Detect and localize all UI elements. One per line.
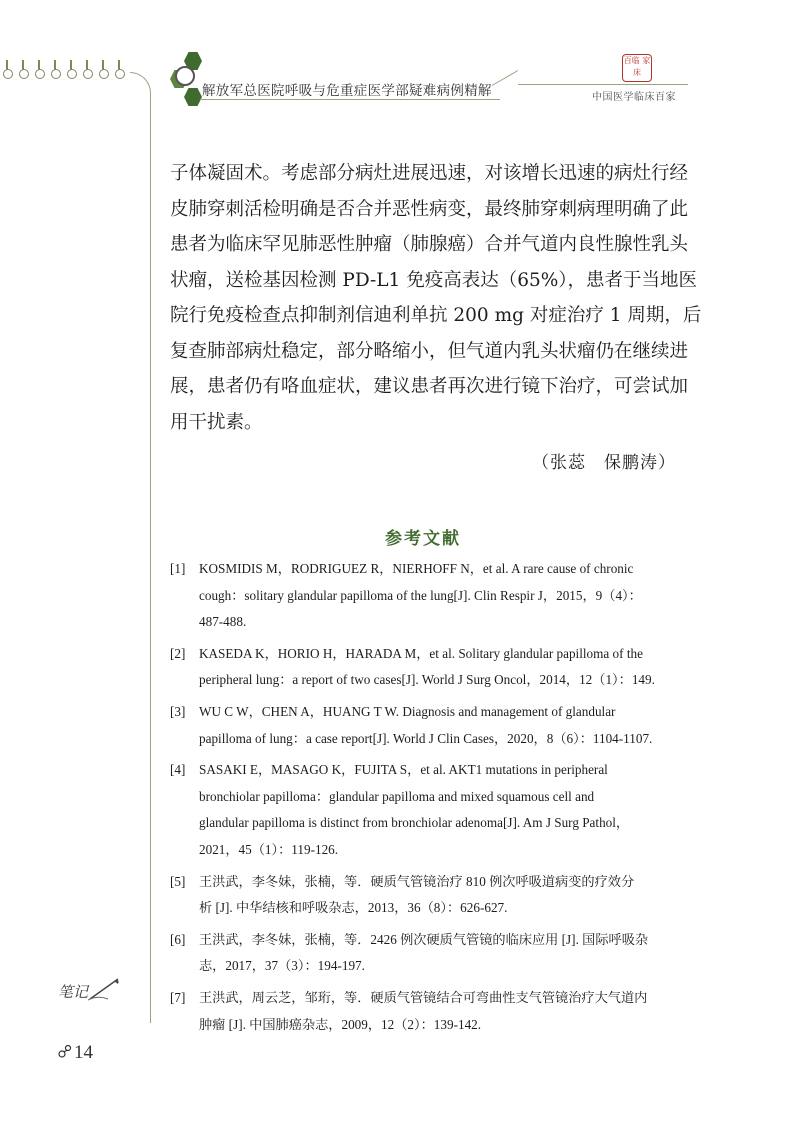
reference-text-line: 2021，45（1）：119-126. bbox=[199, 841, 339, 857]
reference-number: [1] bbox=[170, 561, 186, 576]
reference-text-line: peripheral lung：a report of two cases[J]. World J Surg Oncol，2014，12（1）：149. bbox=[199, 672, 655, 688]
paragraph-line: 展，患者仍有咯血症状，建议患者再次进行镜下治疗，可尝试加 bbox=[170, 376, 689, 397]
reference-item bbox=[170, 985, 676, 1038]
case-discussion-paragraph bbox=[170, 156, 702, 440]
reference-text-line: KOSMIDIS M，RODRIGUEZ R，NIERHOFF N，et al. A rare cause of chronic bbox=[199, 561, 634, 576]
reference-text-line: glandular papilloma is distinct from bronchiolar adenoma[J]. Am J Surg Pathol， bbox=[199, 815, 630, 831]
reference-text-line: cough：solitary glandular papilloma of the lung[J]. Clin Respir J，2015，9（4）： bbox=[199, 587, 642, 603]
paragraph-line: 患者为临床罕见肺恶性肿瘤（肺腺癌）合并气道内良性腺性乳头 bbox=[170, 234, 689, 255]
reference-text-line: 志，2017，37（3）：194-197. bbox=[199, 958, 365, 974]
reference-text-line: WU C W，CHEN A，HUANG T W. Diagnosis and management of glandular bbox=[199, 703, 616, 719]
reference-number: [5] bbox=[170, 873, 186, 889]
paragraph-line: 院行免疫检查点抑制剂信迪利单抗 200 mg 对症治疗 1 周期，后 bbox=[170, 305, 702, 326]
reference-text-line: bronchiolar papilloma：glandular papilloma and mixed squamous cell and bbox=[199, 788, 595, 804]
paragraph-line: 子体凝固术。考虑部分病灶进展迅速，对该增长迅速的病灶行经 bbox=[170, 163, 689, 184]
series-name: 中国医学临床百家 bbox=[592, 92, 676, 103]
header-divider-right bbox=[518, 84, 688, 85]
pen-icon bbox=[88, 977, 122, 1001]
reference-item bbox=[170, 927, 676, 980]
reference-item bbox=[170, 641, 676, 694]
book-title: 解放军总医院呼吸与危重症医学部疑难病例精解 bbox=[202, 83, 492, 99]
reference-text-line: 王洪武，周云芝，邹珩，等．硬质气管镜结合可弯曲性支气管镜治疗大气道内 bbox=[199, 989, 648, 1005]
series-seal-logo bbox=[622, 54, 652, 82]
reference-text-line: SASAKI E，MASAGO K，FUJITA S，et al. AKT1 mutations in peripheral bbox=[199, 762, 608, 778]
reference-number: [6] bbox=[170, 931, 186, 947]
reference-text-line: 王洪武，李冬妹，张楠，等．硬质气管镜治疗 810 例次呼吸道病变的疗效分 bbox=[199, 873, 635, 889]
notes-label: 笔记 bbox=[58, 983, 89, 1001]
page-number-block bbox=[58, 1042, 93, 1064]
references-heading: 参考文献 bbox=[385, 529, 461, 549]
reference-number: [7] bbox=[170, 989, 186, 1005]
reference-number: [4] bbox=[170, 762, 186, 778]
paragraph-line: 皮肺穿刺活检明确是否合并恶性病变，最终肺穿刺病理明确了此 bbox=[170, 198, 689, 220]
page-frame-rule bbox=[130, 72, 151, 1023]
reference-text-line: 肿瘤 [J]. 中国肺癌杂志，2009，12（2）：139-142. bbox=[199, 1016, 482, 1032]
reference-text-line: 析 [J]. 中华结核和呼吸杂志，2013，36（8）：626-627. bbox=[199, 900, 508, 916]
paragraph-line: 复查肺部病灶稳定，部分略缩小，但气道内乳头状瘤仍在继续进 bbox=[170, 340, 689, 362]
reference-text-line: 王洪武，李冬妹，张楠，等．2426 例次硬质气管镜的临床应用 [J]. 国际呼吸杂 bbox=[199, 931, 649, 947]
reference-text-line: 487-488. bbox=[199, 614, 247, 630]
binding-rings bbox=[0, 60, 130, 80]
header-divider bbox=[200, 99, 500, 100]
reference-item bbox=[170, 556, 676, 636]
authors: （张蕊 保鹏涛） bbox=[532, 453, 676, 473]
seal-text: 百临 家床 bbox=[623, 56, 651, 77]
reference-list bbox=[170, 556, 676, 1043]
reference-item bbox=[170, 757, 676, 863]
header-divider-slant bbox=[492, 70, 518, 86]
reference-number: [3] bbox=[170, 703, 186, 719]
reference-text-line: KASEDA K，HORIO H，HARADA M，et al. Solitary glandular papilloma of the bbox=[199, 645, 643, 661]
reference-item bbox=[170, 869, 676, 922]
reference-number: [2] bbox=[170, 645, 186, 661]
reference-text-line: papilloma of lung：a case report[J]. World J Clin Cases，2020，8（6）：1104-1107. bbox=[199, 730, 653, 746]
page-number: 14 bbox=[74, 1042, 93, 1063]
paragraph-line: 状瘤，送检基因检测 PD-L1 免疫高表达（65%），患者于当地医 bbox=[170, 269, 698, 291]
paragraph-line: 用干扰素。 bbox=[170, 411, 263, 433]
reference-item bbox=[170, 699, 676, 752]
notes-marker bbox=[50, 975, 120, 1007]
magnifier-icon bbox=[175, 66, 195, 86]
leaf-ornament-icon bbox=[58, 1044, 72, 1058]
